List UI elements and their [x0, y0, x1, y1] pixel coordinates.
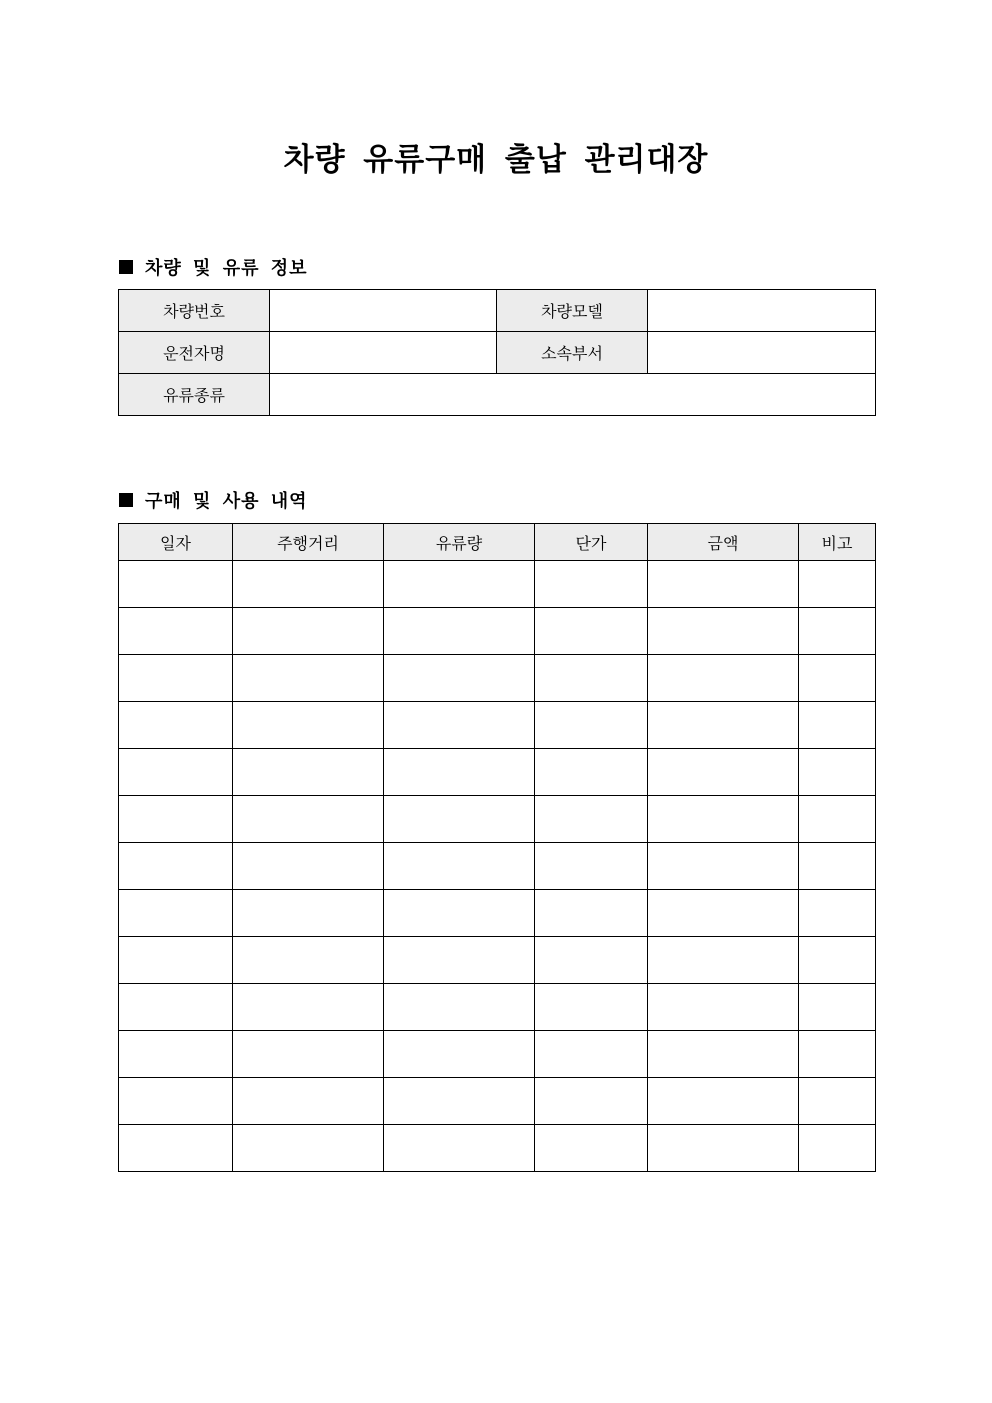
- vehicle-number-label: 차량번호: [119, 290, 270, 332]
- vehicle-model-field[interactable]: [648, 290, 876, 332]
- date-cell[interactable]: [119, 655, 233, 702]
- section-heading-usage-log: [119, 487, 308, 513]
- unit-price-cell[interactable]: [535, 1125, 648, 1172]
- amount-cell[interactable]: [648, 655, 799, 702]
- table-row: [119, 702, 876, 749]
- fuel-amount-cell[interactable]: [384, 749, 535, 796]
- fuel-amount-cell[interactable]: [384, 984, 535, 1031]
- usage-log-body: [119, 561, 876, 1172]
- fuel-amount-cell[interactable]: [384, 937, 535, 984]
- mileage-cell[interactable]: [233, 561, 384, 608]
- mileage-cell[interactable]: [233, 796, 384, 843]
- vehicle-info-table: [118, 289, 876, 416]
- column-header-mileage: 주행거리: [233, 524, 384, 561]
- unit-price-cell[interactable]: [535, 561, 648, 608]
- mileage-cell[interactable]: [233, 608, 384, 655]
- unit-price-cell[interactable]: [535, 890, 648, 937]
- date-cell[interactable]: [119, 702, 233, 749]
- table-row: [119, 655, 876, 702]
- mileage-cell[interactable]: [233, 937, 384, 984]
- table-row: [119, 1078, 876, 1125]
- remarks-cell[interactable]: [799, 1031, 876, 1078]
- table-row: [119, 608, 876, 655]
- table-row: [119, 1125, 876, 1172]
- fuel-amount-cell[interactable]: [384, 702, 535, 749]
- amount-cell[interactable]: [648, 984, 799, 1031]
- unit-price-cell[interactable]: [535, 1031, 648, 1078]
- table-row: [119, 1031, 876, 1078]
- fuel-amount-cell[interactable]: [384, 655, 535, 702]
- column-header-remarks: 비고: [799, 524, 876, 561]
- date-cell[interactable]: [119, 890, 233, 937]
- fuel-amount-cell[interactable]: [384, 561, 535, 608]
- fuel-amount-cell[interactable]: [384, 890, 535, 937]
- unit-price-cell[interactable]: [535, 937, 648, 984]
- mileage-cell[interactable]: [233, 1031, 384, 1078]
- date-cell[interactable]: [119, 749, 233, 796]
- remarks-cell[interactable]: [799, 984, 876, 1031]
- section-heading-vehicle-info: [119, 254, 308, 280]
- mileage-cell[interactable]: [233, 702, 384, 749]
- mileage-cell[interactable]: [233, 655, 384, 702]
- table-row: [119, 984, 876, 1031]
- department-field[interactable]: [648, 332, 876, 374]
- driver-name-label: 운전자명: [119, 332, 270, 374]
- amount-cell[interactable]: [648, 1125, 799, 1172]
- date-cell[interactable]: [119, 984, 233, 1031]
- remarks-cell[interactable]: [799, 843, 876, 890]
- fuel-amount-cell[interactable]: [384, 608, 535, 655]
- fuel-amount-cell[interactable]: [384, 1031, 535, 1078]
- remarks-cell[interactable]: [799, 561, 876, 608]
- fuel-amount-cell[interactable]: [384, 796, 535, 843]
- unit-price-cell[interactable]: [535, 749, 648, 796]
- fuel-type-label: 유류종류: [119, 374, 270, 416]
- remarks-cell[interactable]: [799, 608, 876, 655]
- column-header-fuel-amount: 유류량: [384, 524, 535, 561]
- unit-price-cell[interactable]: [535, 984, 648, 1031]
- mileage-cell[interactable]: [233, 749, 384, 796]
- table-row: [119, 374, 876, 416]
- unit-price-cell[interactable]: [535, 843, 648, 890]
- amount-cell[interactable]: [648, 561, 799, 608]
- unit-price-cell[interactable]: [535, 796, 648, 843]
- table-row: [119, 890, 876, 937]
- mileage-cell[interactable]: [233, 1078, 384, 1125]
- date-cell[interactable]: [119, 843, 233, 890]
- remarks-cell[interactable]: [799, 937, 876, 984]
- amount-cell[interactable]: [648, 796, 799, 843]
- black-square-icon: [119, 493, 133, 507]
- date-cell[interactable]: [119, 608, 233, 655]
- date-cell[interactable]: [119, 1125, 233, 1172]
- table-row: [119, 332, 876, 374]
- mileage-cell[interactable]: [233, 1125, 384, 1172]
- vehicle-model-label: 차량모델: [497, 290, 648, 332]
- fuel-amount-cell[interactable]: [384, 1125, 535, 1172]
- unit-price-cell[interactable]: [535, 655, 648, 702]
- amount-cell[interactable]: [648, 937, 799, 984]
- section-heading-label: 구매 및 사용 내역: [145, 491, 308, 512]
- column-header-date: 일자: [119, 524, 233, 561]
- black-square-icon: [119, 260, 133, 274]
- section-heading-label: 차량 및 유류 정보: [145, 258, 308, 279]
- fuel-amount-cell[interactable]: [384, 843, 535, 890]
- date-cell[interactable]: [119, 937, 233, 984]
- page-title: 차량 유류구매 출납 관리대장: [283, 142, 709, 178]
- column-header-amount: 금액: [648, 524, 799, 561]
- amount-cell[interactable]: [648, 1078, 799, 1125]
- remarks-cell[interactable]: [799, 796, 876, 843]
- column-header-unit-price: 단가: [535, 524, 648, 561]
- remarks-cell[interactable]: [799, 702, 876, 749]
- driver-name-field[interactable]: [270, 332, 497, 374]
- table-row: [119, 843, 876, 890]
- fuel-amount-cell[interactable]: [384, 1078, 535, 1125]
- amount-cell[interactable]: [648, 843, 799, 890]
- amount-cell[interactable]: [648, 608, 799, 655]
- department-label: 소속부서: [497, 332, 648, 374]
- date-cell[interactable]: [119, 796, 233, 843]
- unit-price-cell[interactable]: [535, 1078, 648, 1125]
- remarks-cell[interactable]: [799, 1078, 876, 1125]
- unit-price-cell[interactable]: [535, 702, 648, 749]
- date-cell[interactable]: [119, 561, 233, 608]
- remarks-cell[interactable]: [799, 655, 876, 702]
- mileage-cell[interactable]: [233, 984, 384, 1031]
- remarks-cell[interactable]: [799, 749, 876, 796]
- unit-price-cell[interactable]: [535, 608, 648, 655]
- date-cell[interactable]: [119, 1031, 233, 1078]
- table-row: [119, 937, 876, 984]
- fuel-type-field[interactable]: [270, 374, 876, 416]
- date-cell[interactable]: [119, 1078, 233, 1125]
- amount-cell[interactable]: [648, 702, 799, 749]
- table-row: [119, 749, 876, 796]
- mileage-cell[interactable]: [233, 890, 384, 937]
- amount-cell[interactable]: [648, 749, 799, 796]
- remarks-cell[interactable]: [799, 1125, 876, 1172]
- table-row: [119, 290, 876, 332]
- table-row: [119, 796, 876, 843]
- table-row: [119, 561, 876, 608]
- mileage-cell[interactable]: [233, 843, 384, 890]
- amount-cell[interactable]: [648, 890, 799, 937]
- amount-cell[interactable]: [648, 1031, 799, 1078]
- usage-log-table: [118, 523, 876, 1172]
- remarks-cell[interactable]: [799, 890, 876, 937]
- vehicle-number-field[interactable]: [270, 290, 497, 332]
- table-header-row: [119, 524, 876, 561]
